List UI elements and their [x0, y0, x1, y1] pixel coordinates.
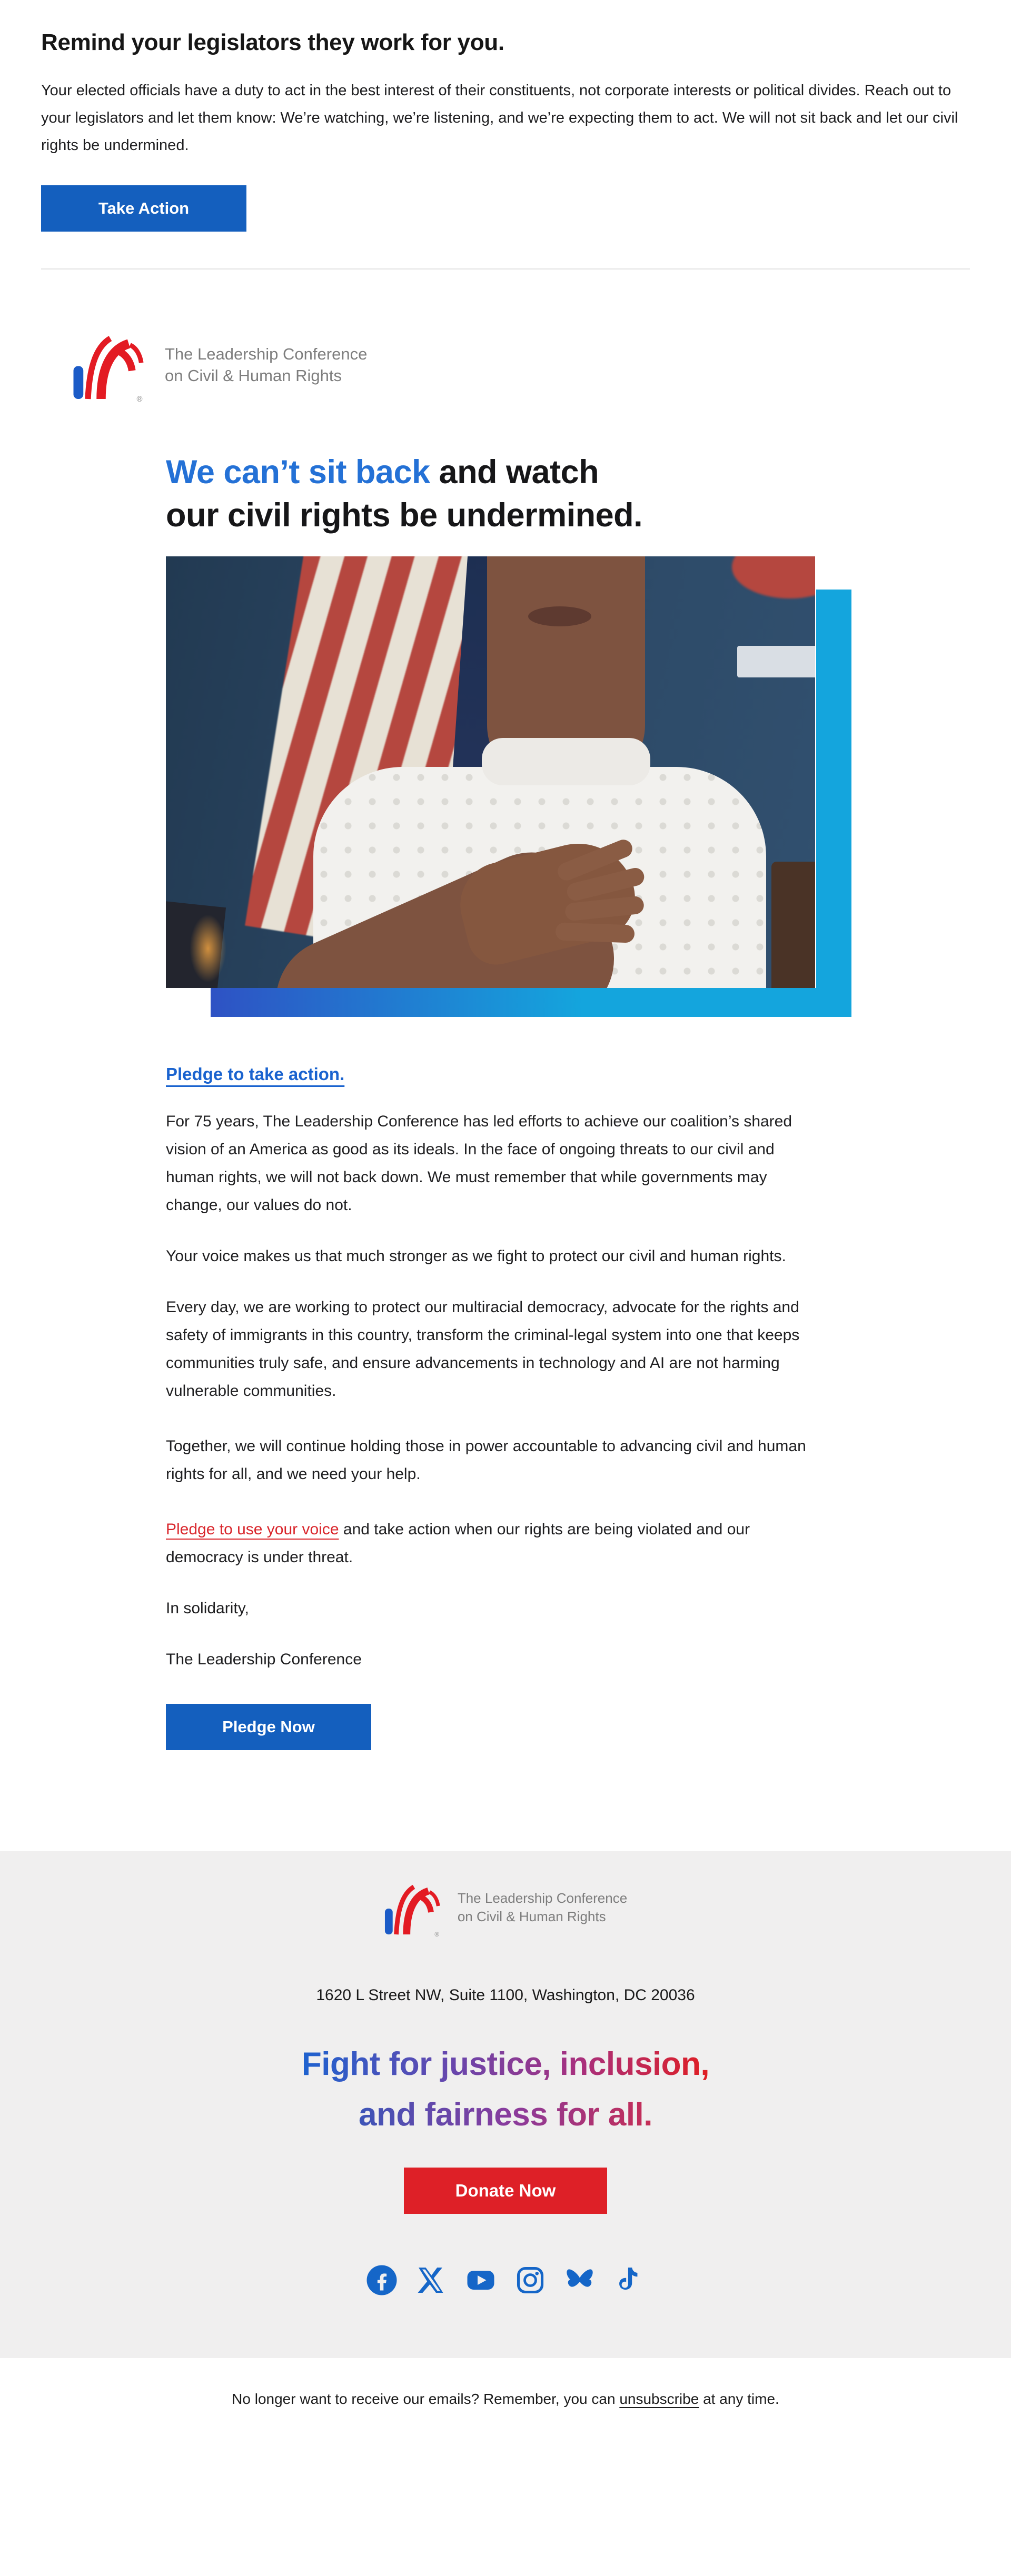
hero-photo-block: [166, 556, 851, 1017]
org-logo-mark: [72, 325, 151, 404]
footer-section: [0, 1851, 1011, 2358]
email-body-section: [0, 325, 1011, 1750]
preheader-section: [0, 0, 1011, 269]
footer-tagline: [0, 2039, 1011, 2140]
org-logo-text: The Leadership Conference on Civil & Human Rights: [165, 345, 368, 385]
hero-heading-rest: and watch: [430, 454, 599, 491]
background-object: [771, 862, 815, 988]
signoff-line2: The Leadership Conference: [166, 1651, 362, 1668]
photo-accent-bottom: [211, 988, 851, 1017]
paragraph-1: For 75 years, The Leadership Conference has led efforts to achieve our coalition’s shared vision of an America as good as its ideals. In the face of ongoing threats to our civil and human rights, we will not back down. We must remember that while governments may change, our values do not.: [166, 1113, 792, 1214]
tiktok-icon[interactable]: [613, 2264, 645, 2296]
unsubscribe-strip: [0, 2358, 1011, 2441]
pledge-use-voice-link[interactable]: Pledge to use your voice: [166, 1521, 339, 1538]
org-logo: [72, 325, 1011, 404]
lamp-glow: [190, 914, 226, 983]
footer-logo-mark: [384, 1876, 446, 1939]
footer-logo: [384, 1876, 627, 1939]
paragraph-2: Your voice makes us that much stronger as we fight to protect our civil and human rights.: [166, 1247, 786, 1265]
unsubscribe-text-post: at any time.: [699, 2391, 779, 2407]
hero-heading: [166, 451, 1011, 537]
donate-now-button[interactable]: Donate Now: [404, 2168, 607, 2214]
pledge-now-button[interactable]: Pledge Now: [166, 1704, 371, 1750]
paragraph-5: [166, 1515, 821, 1571]
svg-text:®: ®: [434, 1931, 439, 1939]
pledge-to-take-action-link[interactable]: Pledge to take action.: [166, 1064, 345, 1084]
registered-mark: ®: [136, 395, 143, 404]
paragraph-4: Together, we will continue holding those in power accountable to advancing civil and human rights for all, and we need your help.: [166, 1437, 806, 1483]
blouse-collar-ruffle: [482, 738, 650, 785]
paragraph-3: Every day, we are working to protect our multiracial democracy, advocate for the rights and safety of immigrants in this country, transform the criminal-legal system into one that keeps communities truly safe, and ensure advancements in technology and AI are not harming vulnerable communities.: [166, 1299, 800, 1400]
facebook-icon[interactable]: [366, 2264, 398, 2296]
woman-lips: [528, 606, 591, 626]
finger: [555, 922, 635, 943]
paragraph-5-rest: and take action when our rights are being violated and our democracy is under threat.: [166, 1521, 750, 1566]
preheader-body: Your elected officials have a duty to act in the best interest of their constituents, not corporate interests or political divides. Reach out to your legislators and let them know: We’re watching, we’re listening, and we’re expecting them to act. We will not sit back and let our civil rights be undermined.: [41, 82, 958, 154]
unsubscribe-text-pre: No longer want to receive our emails? Remember, you can: [232, 2391, 620, 2407]
wall-shelf: [737, 646, 815, 677]
body-copy: [166, 1107, 821, 1673]
hero-photo: [166, 556, 815, 988]
section-divider: [41, 268, 970, 269]
hero-heading-line2: our civil rights be undermined.: [166, 497, 643, 534]
flag-red-fold: [732, 556, 815, 598]
tagline-line1: Fight for justice, inclusion,: [302, 2039, 709, 2090]
take-action-button[interactable]: Take Action: [41, 185, 246, 232]
bluesky-icon[interactable]: [564, 2264, 596, 2296]
youtube-icon[interactable]: [465, 2264, 497, 2296]
footer-logo-text: The Leadership Conference on Civil & Human Rights: [457, 1890, 628, 1924]
footer-address: 1620 L Street NW, Suite 1100, Washington, DC 20036: [316, 1986, 695, 2004]
instagram-icon[interactable]: [514, 2264, 546, 2296]
tagline-line2: and fairness for all.: [359, 2090, 652, 2140]
unsubscribe-link[interactable]: unsubscribe: [619, 2391, 699, 2407]
social-icons-row: [0, 2264, 1011, 2296]
photo-accent-right: [816, 590, 851, 1017]
x-icon[interactable]: [415, 2264, 447, 2296]
signoff-line1: In solidarity,: [166, 1600, 249, 1617]
preheader-heading: Remind your legislators they work for you.: [41, 29, 504, 55]
hero-heading-highlight: We can’t sit back: [166, 454, 430, 491]
